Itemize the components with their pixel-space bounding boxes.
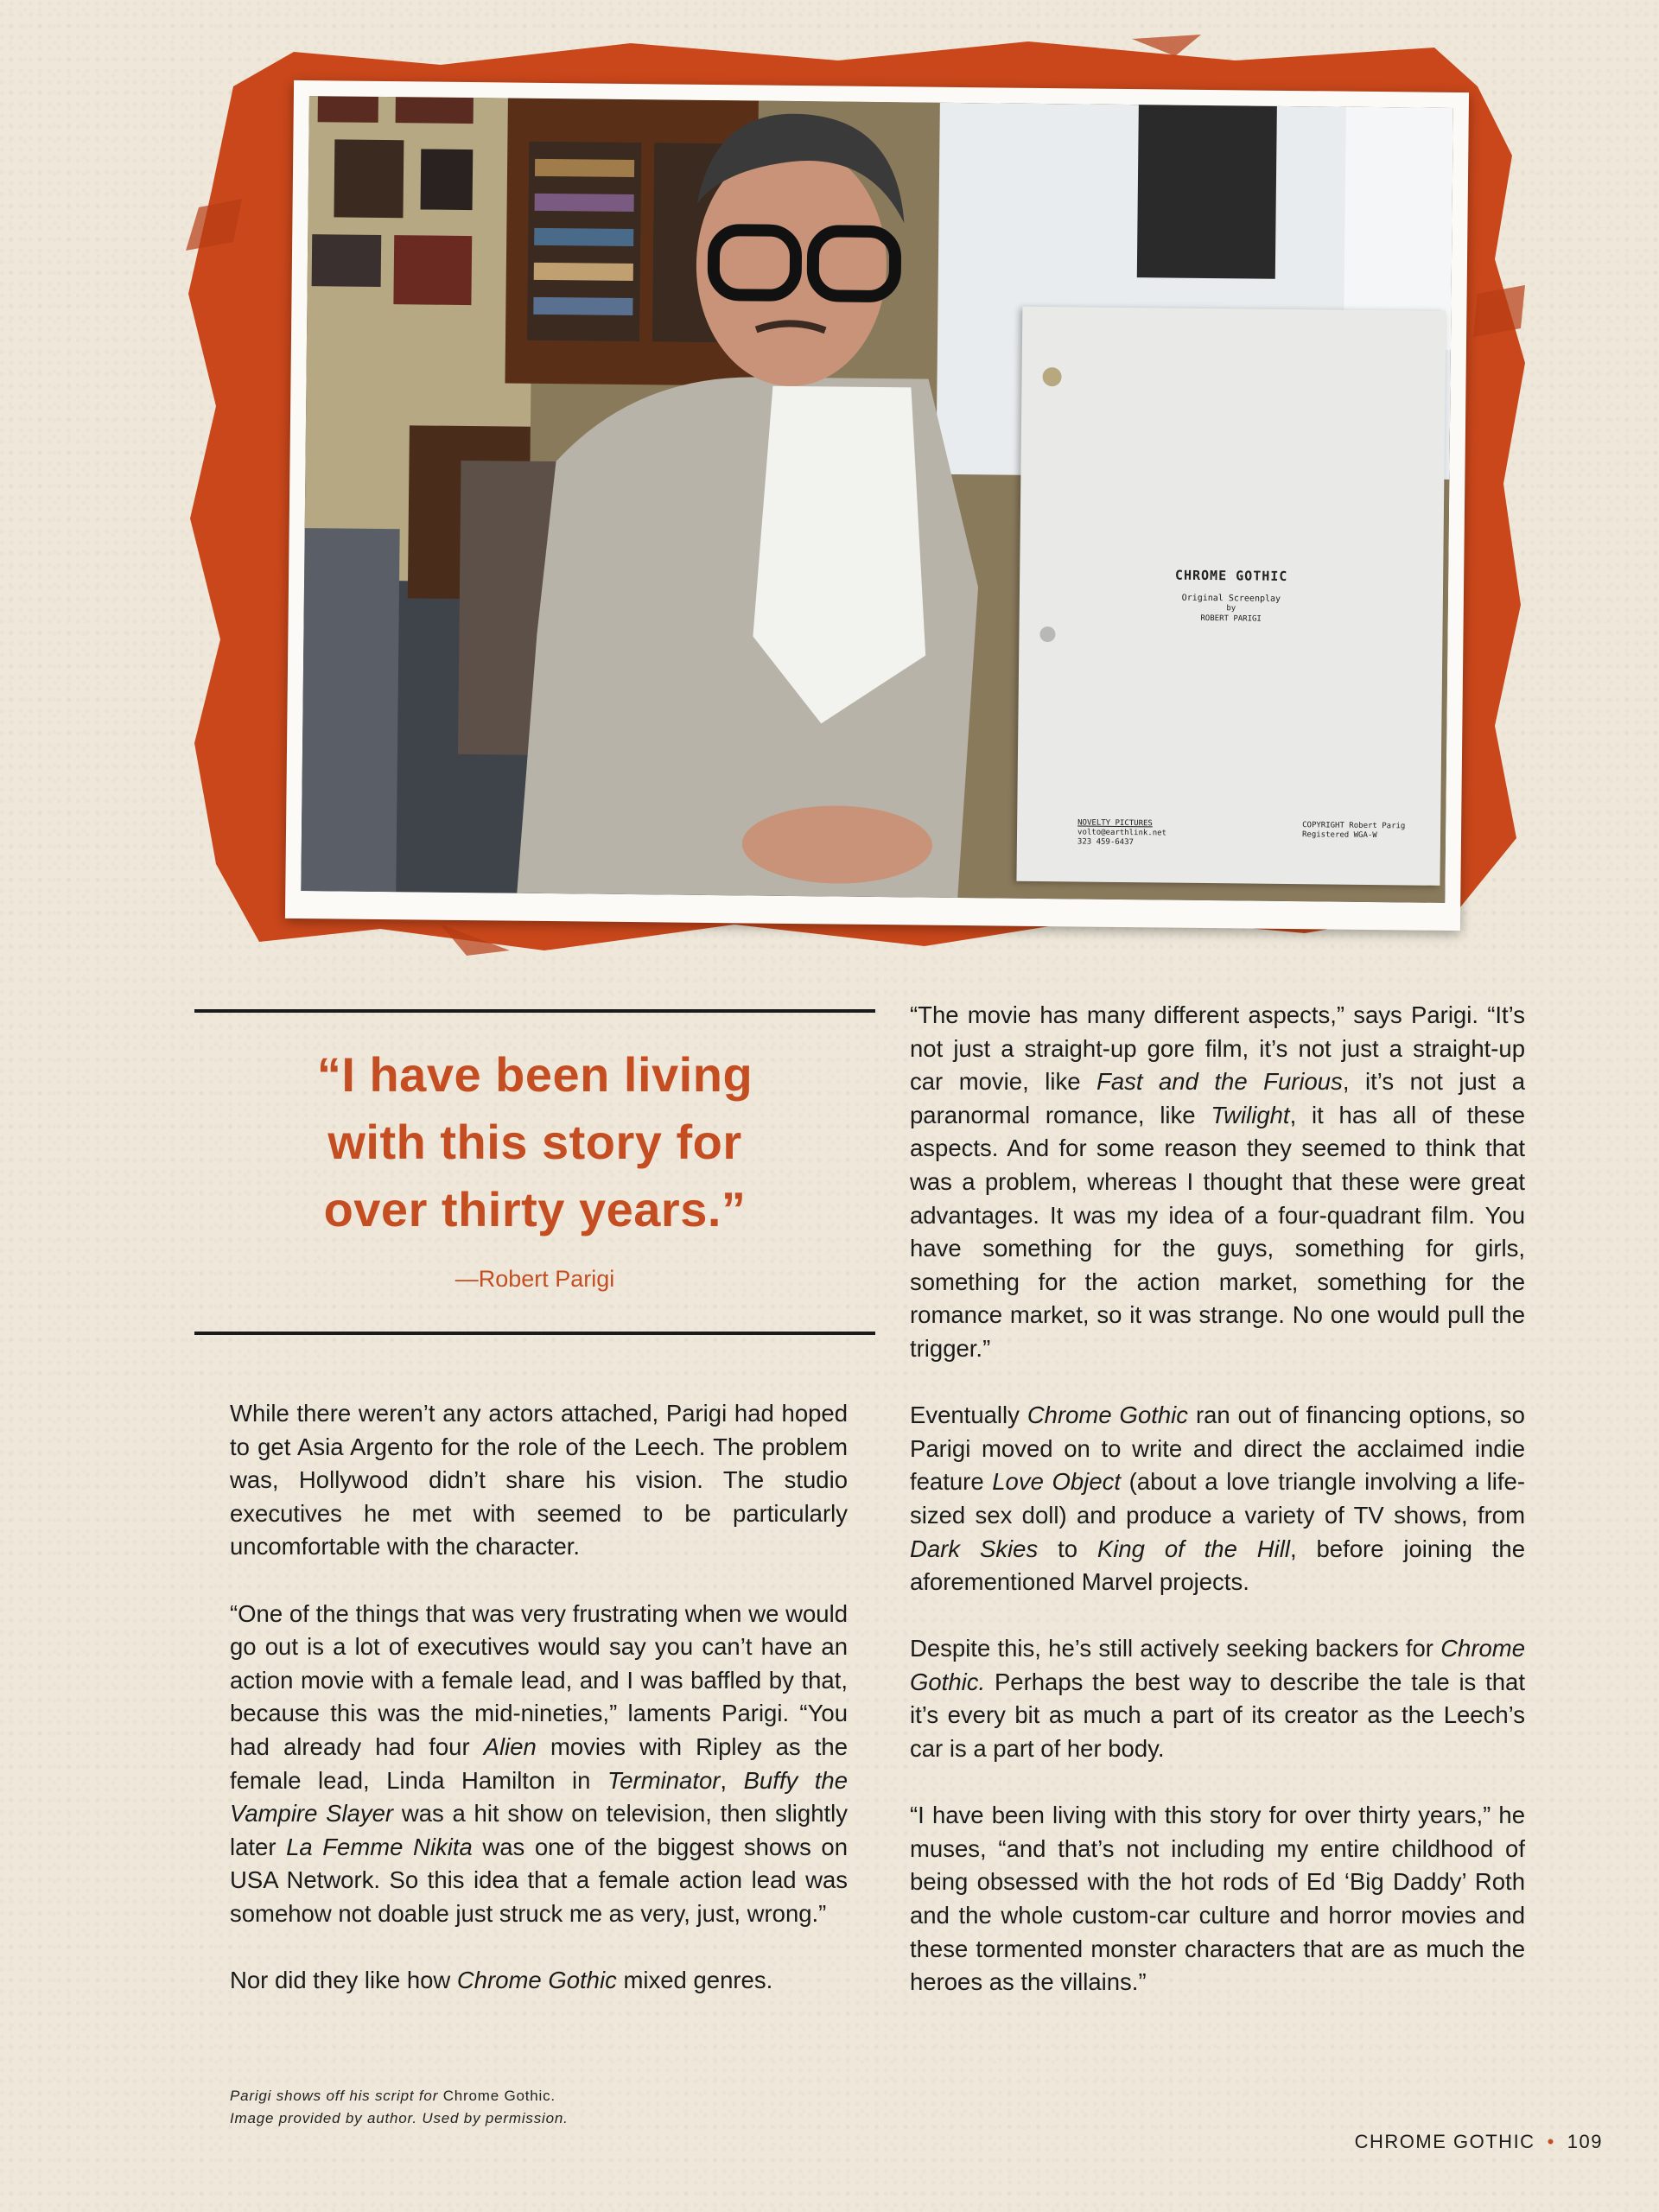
page-footer	[1355, 2131, 1603, 2153]
author-photo	[301, 96, 1453, 903]
paragraph: While there weren’t any actors attached, Parigi had hoped to get Asia Argento for the role of the Leech. The problem was, Hollywood didn’t share his vision. The studio executives he met with seemed to be particularly uncomfortable with the character.	[230, 1400, 848, 1560]
script-registered: Registered WGA-W	[1301, 830, 1377, 841]
pull-quote-bottom-rule	[194, 1332, 875, 1335]
script-phone: 323 459-6437	[1077, 837, 1135, 848]
photo-caption	[230, 2085, 835, 2130]
paragraph: “I have been living with this story for over thirty years,” he muses, “and that’s not including my entire childhood of being obsessed with the hot rods of Ed ‘Big Daddy’ Roth and the whole custom-car culture and horror movies and these tormented monster characters that are as much the heroes as the villains.”	[910, 1802, 1525, 1996]
script-subtitle: Original Screenplay	[1181, 593, 1281, 604]
script-hole	[1039, 626, 1055, 642]
script-email: volto@earthlink.net	[1077, 828, 1167, 838]
caption-line: Parigi shows off his script for Chrome Gothic.	[230, 2088, 556, 2104]
bullet-icon: •	[1547, 2131, 1555, 2152]
pull-quote-line: “I have been living	[316, 1047, 753, 1102]
caption-line: Image provided by author. Used by permission.	[230, 2110, 569, 2126]
paragraph: Nor did they like how Chrome Gothic mixed genres.	[230, 1967, 773, 1994]
paragraph: “The movie has many different aspects,” says Parigi. “It’s not just a straight-up gore film, it’s not just a straight-up car movie, like Fast and the Furious, it’s not just a paranormal romance, like Twilight, it has all of these aspects. And for some reason they seemed to think that was a problem, whereas I thought that these were great advantages. It was my idea of a four-quadrant film. You have something for the guys, something for girls, something for the action market, something for the romance market, so it was strange. No one would pull the trigger.”	[910, 1001, 1526, 1362]
pull-quote-line: with this story for	[327, 1115, 742, 1169]
script-author: ROBERT PARIGI	[1200, 613, 1262, 624]
paragraph: Despite this, he’s still actively seeking backers for Chrome Gothic. Perhaps the best way to describe the tale is that it’s every bit as much a part of its creator as the Leech’s car is a part of her body.	[910, 1635, 1525, 1763]
pull-quote	[194, 1041, 875, 1243]
paragraph: Eventually Chrome Gothic ran out of financing options, so Parigi moved on to write and direct the acclaimed indie feature Love Object (about a love triangle involving a life-sized sex doll) and produce a variety of TV shows, from Dark Skies to King of the Hill, before joining the aforementioned Marvel projects.	[910, 1402, 1525, 1596]
article-column-right	[910, 999, 1525, 1999]
article-column-left	[230, 1397, 848, 1998]
script-hole	[1042, 367, 1061, 386]
page-number: 109	[1567, 2131, 1603, 2152]
script-title: CHROME GOTHIC	[1174, 567, 1288, 584]
script-cover	[1016, 307, 1446, 886]
running-title: CHROME GOTHIC	[1354, 2131, 1535, 2152]
photo-frame	[285, 80, 1469, 931]
script-by: by	[1226, 604, 1236, 613]
paragraph: “One of the things that was very frustrating when we would go out is a lot of executives would say you can’t have an action movie with a female lead, and I was baffled by that, because this was the mid-nineties,” laments Parigi. “You had already had four Alien movies with Ripley as the female lead, Linda Hamilton in Terminator, Buffy the Vampire Slayer was a hit show on television, then slightly later La Femme Nikita was one of the biggest shows on USA Network. So this idea that a female action lead was somehow not doable just struck me as very, just, wrong.”	[230, 1599, 849, 1927]
pull-quote-top-rule	[194, 1009, 875, 1013]
pull-quote-line: over thirty years.”	[323, 1182, 747, 1236]
pull-quote-attribution: —Robert Parigi	[454, 1266, 615, 1292]
script-copyright: COPYRIGHT Robert Parig	[1302, 821, 1406, 831]
script-company: NOVELTY PICTURES	[1077, 818, 1153, 829]
